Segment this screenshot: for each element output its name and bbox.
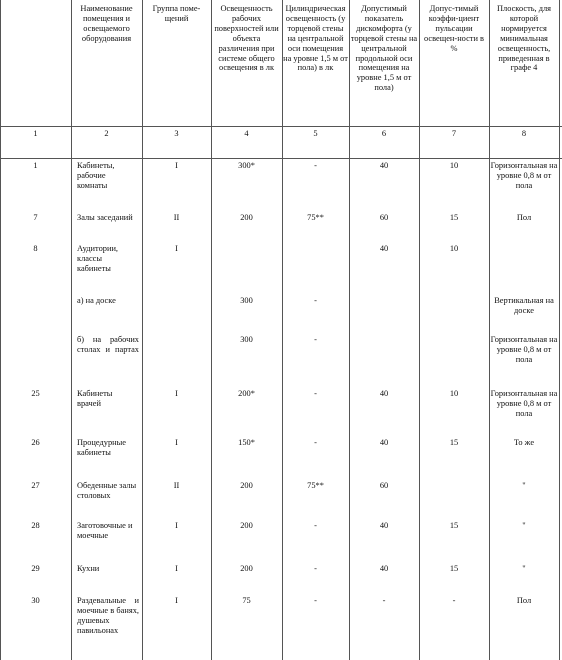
cylindrical-value: - bbox=[314, 564, 317, 573]
grid-vline bbox=[489, 0, 490, 660]
cylindrical-value: - bbox=[314, 389, 317, 398]
illuminance-value: 200 bbox=[240, 481, 253, 490]
discomfort-value: 40 bbox=[379, 244, 389, 253]
discomfort-value: - bbox=[382, 596, 386, 605]
header-plane: Плоскость, для которой нормируется минимальная освещенность, приведенная в графе 4 bbox=[496, 4, 552, 73]
pulsation-value: - bbox=[452, 596, 456, 605]
grid-vline bbox=[142, 0, 143, 660]
cylindrical-value: - bbox=[314, 296, 317, 305]
illuminance-value: 200 bbox=[240, 564, 253, 573]
illuminance-value: 300 bbox=[240, 296, 253, 305]
grid-vline bbox=[559, 0, 560, 660]
discomfort-value: 60 bbox=[379, 481, 389, 490]
row-number: 7 bbox=[33, 213, 38, 222]
discomfort-value: 40 bbox=[379, 564, 389, 573]
plane-value: Пол bbox=[516, 596, 532, 605]
grid-hline bbox=[0, 126, 562, 127]
cylindrical-value: 75** bbox=[307, 481, 324, 490]
cylindrical-value: - bbox=[314, 438, 317, 447]
room-group: I bbox=[175, 596, 178, 605]
header-name: Наименование помещения и освещаемого оборудования bbox=[80, 4, 133, 43]
pulsation-value: 10 bbox=[449, 389, 459, 398]
room-name: Процедурные кабинеты bbox=[77, 438, 126, 457]
plane-value: " bbox=[522, 521, 526, 530]
room-name: Залы заседаний bbox=[77, 213, 133, 222]
grid-vline bbox=[0, 0, 1, 660]
pulsation-value: 15 bbox=[449, 213, 459, 222]
row-number: 30 bbox=[31, 596, 40, 605]
col-num-7: 7 bbox=[451, 129, 457, 138]
room-name: Аудитории, классы кабинеты bbox=[77, 244, 119, 273]
plane-value: " bbox=[522, 564, 526, 573]
plane-value: Горизонтальная на уровне 0,8 м от пола bbox=[490, 389, 558, 418]
col-num-1: 1 bbox=[33, 129, 38, 138]
header-group: Группа поме-щений bbox=[152, 4, 201, 23]
plane-value: То же bbox=[513, 438, 535, 447]
cylindrical-value: - bbox=[314, 521, 317, 530]
illuminance-value: 300 bbox=[240, 335, 253, 344]
col-num-5: 5 bbox=[313, 129, 318, 138]
header-cylindrical: Цилиндрическая освещенность (у торцевой стены на центральной оси помещения на уровне 1,5 м от пола) в лк bbox=[283, 4, 348, 73]
col-num-6: 6 bbox=[381, 129, 387, 138]
plane-value: " bbox=[522, 481, 526, 490]
room-group: I bbox=[175, 161, 178, 170]
pulsation-value: 15 bbox=[449, 521, 459, 530]
room-group: I bbox=[175, 564, 178, 573]
room-group: I bbox=[175, 521, 178, 530]
room-group: I bbox=[175, 389, 178, 398]
pulsation-value: 15 bbox=[449, 564, 459, 573]
illuminance-value: 300* bbox=[238, 161, 255, 170]
header-discomfort: Допустимый показатель дискомфорта (у торцевой стены на центральной продольной оси помещения на уровне 1,5 м от пола) bbox=[350, 4, 418, 93]
illuminance-value: 200* bbox=[238, 389, 255, 398]
illuminance-value: 200 bbox=[240, 213, 253, 222]
plane-value: Вертикальная на доске bbox=[494, 296, 554, 315]
pulsation-value: 15 bbox=[449, 438, 459, 447]
header-illuminance: Освещенность рабочих поверхностей или объекта различения при системе общего освещения в лк bbox=[214, 4, 279, 73]
grid-hline bbox=[0, 158, 562, 159]
grid-vline bbox=[211, 0, 212, 660]
illuminance-value: 75 bbox=[242, 596, 251, 605]
room-name: Кабинеты, рабочие комнаты bbox=[77, 161, 115, 190]
discomfort-value: 40 bbox=[379, 521, 389, 530]
cylindrical-value: 75** bbox=[307, 213, 324, 222]
col-num-4: 4 bbox=[244, 129, 249, 138]
plane-value: Горизонтальная на уровне 0,8 м от пола bbox=[490, 335, 558, 364]
room-name: Кухни bbox=[77, 564, 100, 573]
room-name: Раздевальные и моечные в банях, душевых павильонах bbox=[77, 596, 139, 635]
discomfort-value: 40 bbox=[379, 438, 389, 447]
col-num-8: 8 bbox=[521, 129, 527, 138]
grid-vline bbox=[71, 0, 72, 660]
row-number: 26 bbox=[31, 438, 40, 447]
grid-vline bbox=[349, 0, 350, 660]
room-name: Обеденные залы столовых bbox=[77, 481, 137, 500]
discomfort-value: 40 bbox=[379, 161, 389, 170]
row-number: 29 bbox=[31, 564, 40, 573]
grid-vline bbox=[282, 0, 283, 660]
room-name: б) на рабочих столах и партах bbox=[77, 335, 139, 354]
row-number: 28 bbox=[31, 521, 40, 530]
cylindrical-value: - bbox=[314, 596, 317, 605]
room-group: II bbox=[173, 481, 180, 490]
room-group: I bbox=[175, 244, 178, 253]
row-number: 8 bbox=[33, 244, 38, 253]
illuminance-value: 200 bbox=[240, 521, 253, 530]
plane-value: Горизонтальная на уровне 0,8 м от пола bbox=[490, 161, 558, 190]
row-number: 27 bbox=[31, 481, 40, 490]
discomfort-value: 40 bbox=[379, 389, 389, 398]
grid-vline bbox=[419, 0, 420, 660]
pulsation-value: 10 bbox=[449, 244, 459, 253]
cylindrical-value: - bbox=[314, 335, 317, 344]
plane-value: Пол bbox=[516, 213, 532, 222]
header-pulsation: Допус-тимый коэффи-циент пульсации освещен-ности в % bbox=[424, 4, 484, 53]
illuminance-value: 150* bbox=[238, 438, 255, 447]
row-number: 1 bbox=[33, 161, 38, 170]
col-num-3: 3 bbox=[174, 129, 179, 138]
discomfort-value: 60 bbox=[379, 213, 389, 222]
room-group: II bbox=[173, 213, 180, 222]
room-name: а) на доске bbox=[77, 296, 116, 305]
pulsation-value: 10 bbox=[449, 161, 459, 170]
row-number: 25 bbox=[31, 389, 40, 398]
room-group: I bbox=[175, 438, 178, 447]
cylindrical-value: - bbox=[314, 161, 317, 170]
room-name: Заготовочные и моечные bbox=[77, 521, 133, 540]
room-name: Кабинеты врачей bbox=[77, 389, 113, 408]
col-num-2: 2 bbox=[104, 129, 109, 138]
